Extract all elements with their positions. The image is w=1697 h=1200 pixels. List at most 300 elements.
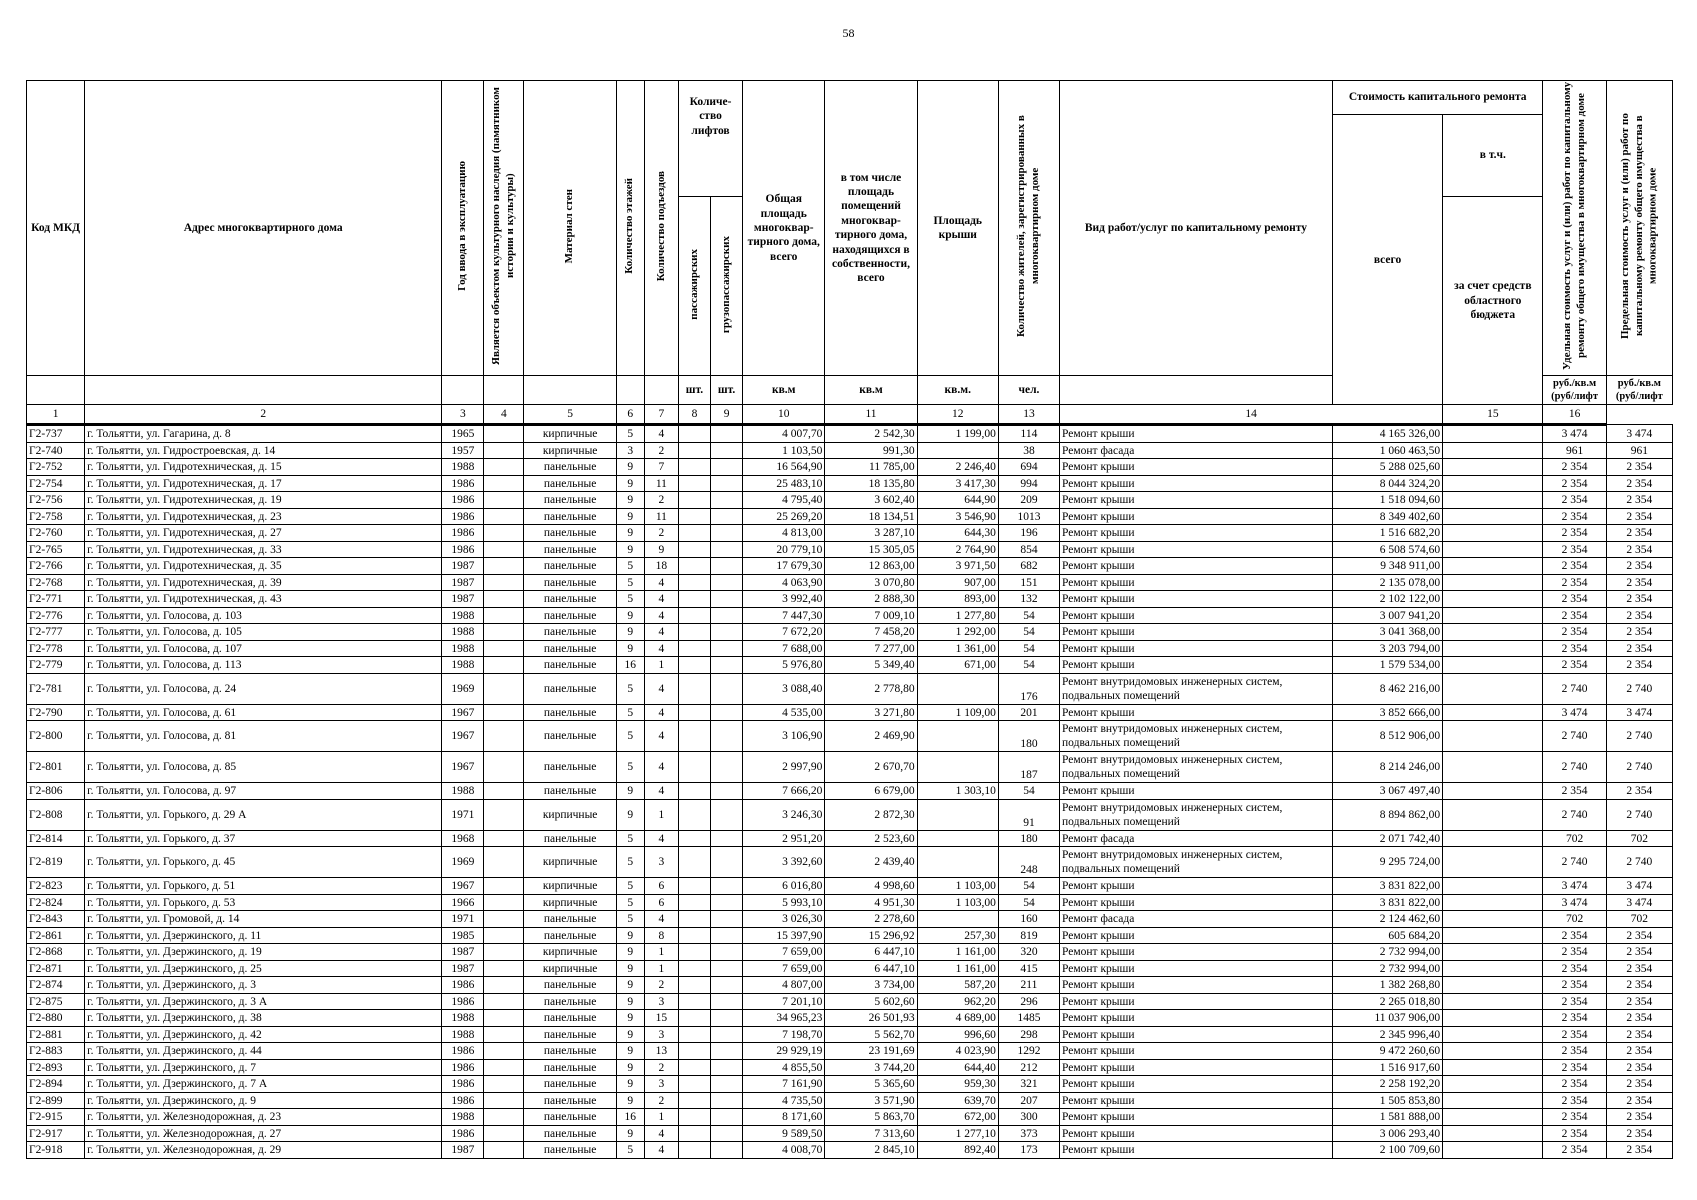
cell-empty: [484, 894, 524, 911]
cell-code: Г2-777: [27, 624, 85, 641]
cell-area: 3 106,90: [743, 721, 825, 752]
cell-empty: [711, 525, 743, 542]
cell-residents: 54: [998, 878, 1059, 895]
cell-owned: 991,30: [825, 442, 917, 459]
cell-empty: [1443, 475, 1543, 492]
cell-limit: 2 354: [1606, 944, 1672, 961]
cell-owned: 5 602,60: [825, 993, 917, 1010]
cell-limit: 2 354: [1606, 525, 1672, 542]
cell-address: г. Тольятти, ул. Железнодорожная, д. 27: [85, 1125, 442, 1142]
cell-limit: 2 354: [1606, 657, 1672, 674]
cell-empty: [711, 1142, 743, 1159]
table-row: [27, 752, 1673, 783]
cell-owned: 2 845,10: [825, 1142, 917, 1159]
cell-floors: 9: [616, 541, 644, 558]
cell-year: 1985: [442, 927, 484, 944]
cell-empty: [484, 475, 524, 492]
cell-floors: 16: [616, 1109, 644, 1126]
unit-entrances: [644, 376, 678, 405]
cell-entrances: 4: [644, 752, 678, 783]
cell-roof: 893,00: [917, 591, 998, 608]
cell-owned: 2 542,30: [825, 425, 917, 443]
cell-wall: панельные: [524, 508, 616, 525]
cell-unit: 961: [1543, 442, 1606, 459]
cell-unit: 2 354: [1543, 607, 1606, 624]
cell-residents: 173: [998, 1142, 1059, 1159]
cell-empty: [678, 960, 710, 977]
cell-empty: [1443, 1109, 1543, 1126]
cell-limit: 2 354: [1606, 977, 1672, 994]
unit-year: [442, 376, 484, 405]
cell-empty: [711, 927, 743, 944]
cell-wall: кирпичные: [524, 425, 616, 443]
cell-roof: 996,60: [917, 1026, 998, 1043]
cell-owned: 3 287,10: [825, 525, 917, 542]
cell-residents: 320: [998, 944, 1059, 961]
cell-limit: 2 354: [1606, 459, 1672, 476]
cell-cost: 2 135 078,00: [1332, 574, 1442, 591]
cell-unit: 2 740: [1543, 847, 1606, 878]
header-cost-budget: за счет средств областного бюджета: [1443, 197, 1543, 405]
cell-work: Ремонт крыши: [1060, 783, 1333, 800]
cell-entrances: 4: [644, 783, 678, 800]
cell-wall: панельные: [524, 1142, 616, 1159]
cell-roof: [917, 847, 998, 878]
cell-empty: [1443, 459, 1543, 476]
cell-empty: [484, 541, 524, 558]
table-row: [27, 1010, 1673, 1027]
cell-empty: [678, 459, 710, 476]
header-owned-area: в том числе площадь помещений многоквар-тирного дома, находящихся в собственности, всего: [825, 81, 917, 376]
cell-work: Ремонт внутридомовых инженерных систем, подвальных помещений: [1060, 847, 1333, 878]
unit-residents: чел.: [998, 376, 1059, 405]
cell-code: Г2-899: [27, 1092, 85, 1109]
cell-cost: 5 288 025,60: [1332, 459, 1442, 476]
column-number: 13: [998, 405, 1059, 425]
cell-work: Ремонт крыши: [1060, 1076, 1333, 1093]
cell-code: Г2-779: [27, 657, 85, 674]
cell-unit: 2 354: [1543, 541, 1606, 558]
cell-wall: панельные: [524, 558, 616, 575]
cell-empty: [711, 508, 743, 525]
cell-floors: 5: [616, 1142, 644, 1159]
cell-entrances: 3: [644, 1076, 678, 1093]
cell-limit: 2 354: [1606, 783, 1672, 800]
cell-owned: 3 070,80: [825, 574, 917, 591]
cell-empty: [1443, 960, 1543, 977]
cell-work: Ремонт крыши: [1060, 960, 1333, 977]
cell-empty: [711, 1109, 743, 1126]
cell-address: г. Тольятти, ул. Горького, д. 29 А: [85, 799, 442, 830]
cell-unit: 2 354: [1543, 1092, 1606, 1109]
cell-owned: 18 135,80: [825, 475, 917, 492]
cell-floors: 9: [616, 944, 644, 961]
cell-cost: 3 203 794,00: [1332, 640, 1442, 657]
cell-code: Г2-893: [27, 1059, 85, 1076]
cell-empty: [484, 830, 524, 847]
cell-cost: 1 505 853,80: [1332, 1092, 1442, 1109]
cell-floors: 5: [616, 894, 644, 911]
cell-empty: [711, 721, 743, 752]
cell-unit: 2 354: [1543, 459, 1606, 476]
cell-work: Ремонт внутридомовых инженерных систем, подвальных помещений: [1060, 752, 1333, 783]
table-row: [27, 1142, 1673, 1159]
cell-owned: 7 277,00: [825, 640, 917, 657]
cell-owned: 15 296,92: [825, 927, 917, 944]
cell-owned: 15 305,05: [825, 541, 917, 558]
cell-limit: 2 354: [1606, 574, 1672, 591]
cell-year: 1986: [442, 525, 484, 542]
cell-empty: [1443, 1010, 1543, 1027]
cell-limit: 2 354: [1606, 640, 1672, 657]
cell-wall: панельные: [524, 657, 616, 674]
cell-year: 1965: [442, 425, 484, 443]
cell-residents: 415: [998, 960, 1059, 977]
cell-area: 3 246,30: [743, 799, 825, 830]
cell-empty: [1443, 624, 1543, 641]
cell-cost: 11 037 906,00: [1332, 1010, 1442, 1027]
cell-roof: 1 199,00: [917, 425, 998, 443]
cell-cost: 3 006 293,40: [1332, 1125, 1442, 1142]
cell-floors: 5: [616, 847, 644, 878]
cell-area: 5 993,10: [743, 894, 825, 911]
cell-floors: 9: [616, 508, 644, 525]
cell-area: 16 564,90: [743, 459, 825, 476]
cell-area: 2 951,20: [743, 830, 825, 847]
cell-year: 1986: [442, 541, 484, 558]
cell-empty: [484, 960, 524, 977]
table-row: [27, 1109, 1673, 1126]
cell-floors: 5: [616, 704, 644, 721]
cell-unit: 2 740: [1543, 673, 1606, 704]
cell-empty: [484, 799, 524, 830]
cell-year: 1986: [442, 508, 484, 525]
cell-empty: [711, 1059, 743, 1076]
cell-empty: [1443, 783, 1543, 800]
cell-work: Ремонт крыши: [1060, 591, 1333, 608]
cell-floors: 9: [616, 525, 644, 542]
cell-empty: [711, 704, 743, 721]
cell-work: Ремонт крыши: [1060, 704, 1333, 721]
cell-wall: панельные: [524, 993, 616, 1010]
cell-entrances: 2: [644, 492, 678, 509]
cell-area: 1 103,50: [743, 442, 825, 459]
cell-empty: [678, 508, 710, 525]
cell-limit: 2 354: [1606, 1076, 1672, 1093]
cell-entrances: 2: [644, 977, 678, 994]
table-row: [27, 1092, 1673, 1109]
cell-address: г. Тольятти, ул. Гидротехническая, д. 35: [85, 558, 442, 575]
cell-unit: 2 354: [1543, 1109, 1606, 1126]
cell-empty: [711, 640, 743, 657]
cell-owned: 4 951,30: [825, 894, 917, 911]
cell-area: 3 992,40: [743, 591, 825, 608]
cell-empty: [678, 1026, 710, 1043]
cell-code: Г2-824: [27, 894, 85, 911]
cell-unit: 702: [1543, 830, 1606, 847]
cell-empty: [711, 624, 743, 641]
header-work-type: Вид работ/услуг по капитальному ремонту: [1060, 81, 1333, 376]
cell-residents: 160: [998, 911, 1059, 928]
cell-empty: [1443, 1125, 1543, 1142]
cell-residents: 854: [998, 541, 1059, 558]
cell-empty: [678, 977, 710, 994]
cell-unit: 2 354: [1543, 1026, 1606, 1043]
cell-entrances: 4: [644, 425, 678, 443]
cell-work: Ремонт крыши: [1060, 459, 1333, 476]
cell-owned: 5 863,70: [825, 1109, 917, 1126]
cell-cost: 1 581 888,00: [1332, 1109, 1442, 1126]
cell-empty: [1443, 657, 1543, 674]
cell-floors: 5: [616, 878, 644, 895]
table-row: [27, 911, 1673, 928]
cell-work: Ремонт крыши: [1060, 1010, 1333, 1027]
table-row: [27, 574, 1673, 591]
cell-entrances: 1: [644, 960, 678, 977]
cell-floors: 5: [616, 721, 644, 752]
cell-floors: 9: [616, 1076, 644, 1093]
cell-limit: 2 354: [1606, 607, 1672, 624]
cell-empty: [711, 993, 743, 1010]
cell-entrances: 15: [644, 1010, 678, 1027]
cell-residents: 54: [998, 624, 1059, 641]
cell-empty: [1443, 574, 1543, 591]
cell-empty: [711, 1043, 743, 1060]
cell-roof: 1 277,10: [917, 1125, 998, 1142]
cell-cost: 2 345 996,40: [1332, 1026, 1442, 1043]
cell-empty: [711, 558, 743, 575]
cell-residents: 91: [998, 799, 1059, 830]
cell-empty: [678, 894, 710, 911]
column-number: 10: [743, 405, 825, 425]
cell-floors: 5: [616, 591, 644, 608]
cell-limit: 2 354: [1606, 993, 1672, 1010]
cell-address: г. Тольятти, ул. Гидротехническая, д. 23: [85, 508, 442, 525]
cell-address: г. Тольятти, ул. Гидротехническая, д. 43: [85, 591, 442, 608]
unit-wall: [524, 376, 616, 405]
cell-empty: [678, 673, 710, 704]
cell-code: Г2-883: [27, 1043, 85, 1060]
cell-address: г. Тольятти, ул. Голосова, д. 97: [85, 783, 442, 800]
cell-work: Ремонт крыши: [1060, 624, 1333, 641]
cell-area: 5 976,80: [743, 657, 825, 674]
cell-owned: 18 134,51: [825, 508, 917, 525]
cell-roof: 1 103,00: [917, 894, 998, 911]
cell-residents: 373: [998, 1125, 1059, 1142]
cell-residents: 682: [998, 558, 1059, 575]
table-row: [27, 1076, 1673, 1093]
cell-empty: [678, 640, 710, 657]
cell-year: 1966: [442, 894, 484, 911]
cell-empty: [1443, 704, 1543, 721]
cell-year: 1988: [442, 640, 484, 657]
cell-address: г. Тольятти, ул. Голосова, д. 103: [85, 607, 442, 624]
cell-empty: [484, 657, 524, 674]
cell-cost: 4 165 326,00: [1332, 425, 1442, 443]
cell-empty: [678, 752, 710, 783]
table-row: [27, 607, 1673, 624]
cell-limit: 2 354: [1606, 927, 1672, 944]
cell-limit: 2 354: [1606, 1010, 1672, 1027]
cell-roof: [917, 799, 998, 830]
cell-unit: 3 474: [1543, 704, 1606, 721]
cell-owned: 7 458,20: [825, 624, 917, 641]
cell-empty: [678, 830, 710, 847]
cell-empty: [711, 830, 743, 847]
cell-wall: панельные: [524, 1109, 616, 1126]
cell-area: 25 269,20: [743, 508, 825, 525]
cell-floors: 9: [616, 993, 644, 1010]
column-number: 8: [678, 405, 710, 425]
cell-address: г. Тольятти, ул. Гидротехническая, д. 39: [85, 574, 442, 591]
cell-empty: [711, 442, 743, 459]
cell-code: Г2-760: [27, 525, 85, 542]
cell-residents: 321: [998, 1076, 1059, 1093]
table-row: [27, 944, 1673, 961]
header-lifts-passenger: пассажирских: [678, 197, 710, 376]
header-total-area: Общая площадь многоквар-тирного дома, всего: [743, 81, 825, 376]
cell-empty: [1443, 425, 1543, 443]
cell-work: Ремонт крыши: [1060, 541, 1333, 558]
cell-unit: 2 354: [1543, 1059, 1606, 1076]
cell-limit: 2 354: [1606, 475, 1672, 492]
cell-entrances: 2: [644, 525, 678, 542]
cell-empty: [484, 442, 524, 459]
cell-roof: 639,70: [917, 1092, 998, 1109]
cell-empty: [484, 1076, 524, 1093]
cell-wall: кирпичные: [524, 944, 616, 961]
cell-unit: 2 740: [1543, 799, 1606, 830]
cell-residents: 298: [998, 1026, 1059, 1043]
cell-roof: 644,40: [917, 1059, 998, 1076]
cell-work: Ремонт фасада: [1060, 442, 1333, 459]
cell-owned: 2 523,60: [825, 830, 917, 847]
cell-owned: 3 744,20: [825, 1059, 917, 1076]
cell-address: г. Тольятти, ул. Голосова, д. 113: [85, 657, 442, 674]
cell-entrances: 6: [644, 894, 678, 911]
unit-code: [27, 376, 85, 405]
column-number: 16: [1543, 405, 1606, 425]
cell-empty: [484, 1059, 524, 1076]
cell-cost: 9 348 911,00: [1332, 558, 1442, 575]
cell-year: 1988: [442, 607, 484, 624]
cell-roof: 672,00: [917, 1109, 998, 1126]
cell-unit: 2 354: [1543, 657, 1606, 674]
cell-area: 15 397,90: [743, 927, 825, 944]
cell-area: 3 088,40: [743, 673, 825, 704]
cell-limit: 2 354: [1606, 624, 1672, 641]
cell-work: Ремонт внутридомовых инженерных систем, подвальных помещений: [1060, 721, 1333, 752]
cell-cost: 8 462 216,00: [1332, 673, 1442, 704]
cell-limit: 3 474: [1606, 878, 1672, 895]
cell-unit: 2 740: [1543, 721, 1606, 752]
cell-residents: 211: [998, 977, 1059, 994]
cell-empty: [484, 927, 524, 944]
cell-area: 17 679,30: [743, 558, 825, 575]
cell-empty: [678, 1043, 710, 1060]
cell-empty: [1443, 525, 1543, 542]
cell-address: г. Тольятти, ул. Голосова, д. 107: [85, 640, 442, 657]
cell-empty: [484, 878, 524, 895]
cell-area: 7 161,90: [743, 1076, 825, 1093]
cell-work: Ремонт фасада: [1060, 911, 1333, 928]
cell-entrances: 2: [644, 1059, 678, 1076]
cell-unit: 2 354: [1543, 977, 1606, 994]
cell-area: 25 483,10: [743, 475, 825, 492]
header-year: Год ввода в эксплуатацию: [442, 81, 484, 376]
cell-owned: 3 734,00: [825, 977, 917, 994]
header-residents: Количество жителей, зарегистрированных в многоквартирном доме: [998, 81, 1059, 376]
cell-empty: [484, 508, 524, 525]
cell-residents: 1485: [998, 1010, 1059, 1027]
cell-address: г. Тольятти, ул. Голосова, д. 81: [85, 721, 442, 752]
cell-owned: 2 888,30: [825, 591, 917, 608]
cell-address: г. Тольятти, ул. Дзержинского, д. 38: [85, 1010, 442, 1027]
cell-empty: [678, 558, 710, 575]
table-row: [27, 878, 1673, 895]
cell-limit: 2 740: [1606, 721, 1672, 752]
cell-code: Г2-758: [27, 508, 85, 525]
cell-roof: 1 303,10: [917, 783, 998, 800]
cell-year: 1969: [442, 673, 484, 704]
cell-roof: 587,20: [917, 977, 998, 994]
cell-empty: [484, 525, 524, 542]
cell-entrances: 4: [644, 830, 678, 847]
cell-cost: 2 258 192,20: [1332, 1076, 1442, 1093]
cell-empty: [678, 847, 710, 878]
cell-entrances: 1: [644, 799, 678, 830]
cell-address: г. Тольятти, ул. Железнодорожная, д. 29: [85, 1142, 442, 1159]
cell-code: Г2-894: [27, 1076, 85, 1093]
cell-residents: 54: [998, 894, 1059, 911]
cell-roof: 4 689,00: [917, 1010, 998, 1027]
unit-address: [85, 376, 442, 405]
cell-code: Г2-768: [27, 574, 85, 591]
cell-work: Ремонт крыши: [1060, 425, 1333, 443]
cell-unit: 2 354: [1543, 508, 1606, 525]
cell-wall: панельные: [524, 574, 616, 591]
cell-address: г. Тольятти, ул. Гидротехническая, д. 17: [85, 475, 442, 492]
header-cost-total: всего: [1332, 115, 1442, 405]
cell-unit: 3 474: [1543, 894, 1606, 911]
cell-empty: [711, 673, 743, 704]
cell-floors: 5: [616, 911, 644, 928]
cell-cost: 1 382 268,80: [1332, 977, 1442, 994]
cell-area: 9 589,50: [743, 1125, 825, 1142]
cell-empty: [484, 944, 524, 961]
cell-empty: [484, 911, 524, 928]
cell-wall: панельные: [524, 492, 616, 509]
cell-unit: 2 354: [1543, 1043, 1606, 1060]
cell-empty: [678, 1010, 710, 1027]
cell-entrances: 4: [644, 607, 678, 624]
header-cost-group: Стоимость капитального ремонта: [1332, 81, 1543, 115]
cell-wall: кирпичные: [524, 960, 616, 977]
cell-area: 20 779,10: [743, 541, 825, 558]
cell-code: Г2-875: [27, 993, 85, 1010]
cell-cost: 6 508 574,60: [1332, 541, 1442, 558]
cell-roof: 1 103,00: [917, 878, 998, 895]
cell-wall: кирпичные: [524, 847, 616, 878]
cell-empty: [1443, 752, 1543, 783]
cell-year: 1987: [442, 944, 484, 961]
cell-wall: панельные: [524, 525, 616, 542]
cell-residents: 176: [998, 673, 1059, 704]
cell-entrances: 1: [644, 944, 678, 961]
cell-empty: [484, 721, 524, 752]
table-row: [27, 475, 1673, 492]
cell-empty: [484, 425, 524, 443]
